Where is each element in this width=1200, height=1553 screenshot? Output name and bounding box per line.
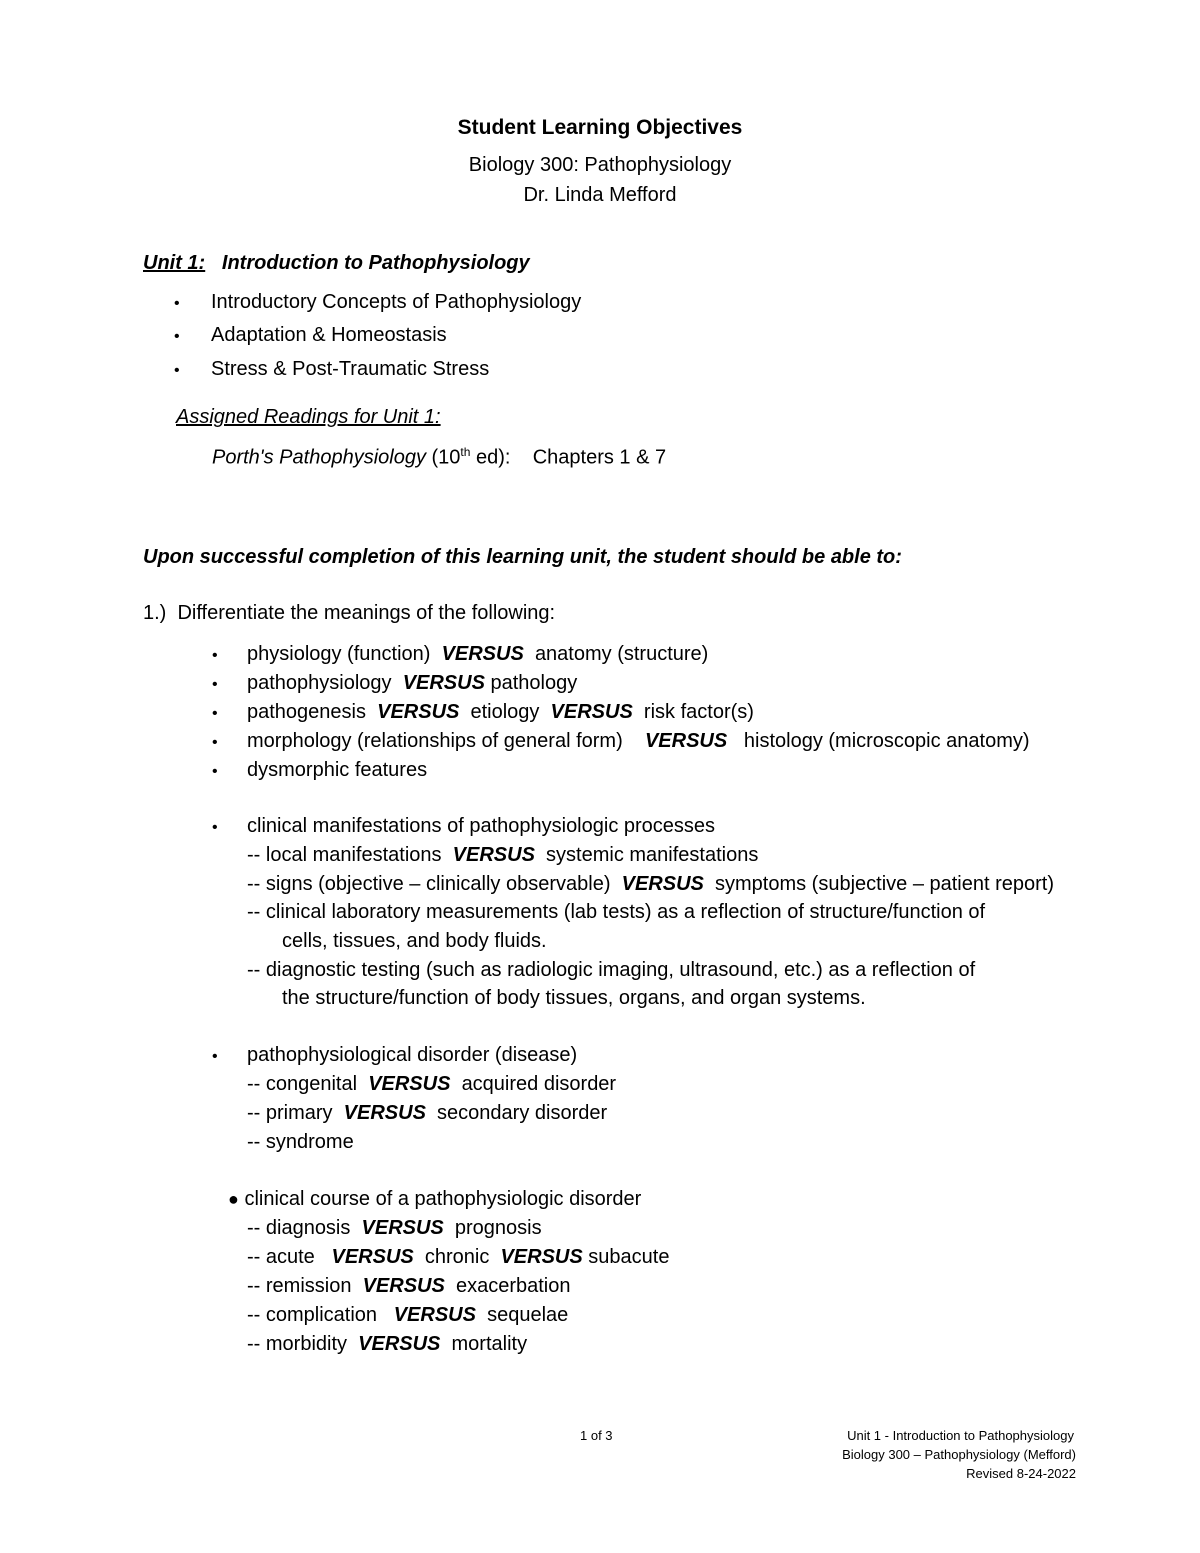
book-title: Porth's Pathophysiology <box>212 446 426 469</box>
sub-item <box>247 1276 570 1296</box>
versus-label: VERSUS <box>393 1304 476 1326</box>
term: -- diagnosis <box>247 1217 351 1239</box>
list-item: dysmorphic features <box>247 759 428 781</box>
term: chronic <box>424 1246 490 1268</box>
chapters: Chapters 1 & 7 <box>532 446 667 469</box>
term: clinical course of a pathophysiologic disorder <box>244 1188 642 1210</box>
sub-item <box>247 874 1054 894</box>
term: -- congenital <box>247 1073 358 1095</box>
list-item <box>247 644 708 664</box>
versus-label: VERSUS <box>500 1246 583 1268</box>
objective-1 <box>143 603 555 623</box>
footer-course: Biology 300 – Pathophysiology (Mefford) <box>842 1447 1076 1462</box>
term: -- primary <box>247 1102 333 1124</box>
versus-label: VERSUS <box>452 844 535 866</box>
sub-item <box>247 1334 527 1354</box>
list-item <box>247 673 577 693</box>
bullet-icon: • <box>212 819 218 836</box>
term: pathogenesis <box>247 701 366 723</box>
sub-item <box>247 1074 616 1094</box>
versus-label: VERSUS <box>361 1217 444 1239</box>
sub-item <box>247 1247 669 1267</box>
unit-heading <box>143 253 530 273</box>
term: physiology (function) <box>247 643 431 665</box>
term: -- remission <box>247 1275 352 1297</box>
versus-label: VERSUS <box>402 672 485 694</box>
unit-topic: Stress & Post-Traumatic Stress <box>211 358 490 380</box>
sub-item <box>247 1218 542 1238</box>
term: prognosis <box>454 1217 542 1239</box>
term: -- signs (objective – clinically observable) <box>247 873 611 895</box>
versus-label: VERSUS <box>343 1102 426 1124</box>
objectives-intro: Upon successful completion of this learning unit, the student should be able to: <box>143 546 902 568</box>
versus-label: VERSUS <box>377 701 460 723</box>
sub-item <box>247 1305 568 1325</box>
term: sequelae <box>487 1304 569 1326</box>
versus-label: VERSUS <box>368 1073 451 1095</box>
term: systemic manifestations <box>546 844 759 866</box>
edition-superscript: th <box>460 445 471 459</box>
footer-revised: Revised 8-24-2022 <box>966 1466 1076 1481</box>
term: etiology <box>470 701 540 723</box>
versus-label: VERSUS <box>362 1275 445 1297</box>
page-number: 1 of 3 <box>580 1428 613 1443</box>
bullet-icon: • <box>174 328 180 345</box>
bullet-icon: ● <box>228 1189 239 1209</box>
term: exacerbation <box>455 1275 571 1297</box>
bullet-icon: • <box>212 1048 218 1065</box>
list-item: clinical manifestations of pathophysiologic processes <box>247 815 716 837</box>
sub-item <box>247 1103 607 1123</box>
sub-item-continuation: cells, tissues, and body fluids. <box>282 930 547 952</box>
readings-heading: Assigned Readings for Unit 1: <box>176 406 441 428</box>
term: -- acute <box>247 1246 315 1268</box>
unit-label: Unit 1: <box>143 252 206 274</box>
term: secondary disorder <box>437 1102 608 1124</box>
document-title: Student Learning Objectives <box>457 116 743 139</box>
list-item <box>228 1189 641 1209</box>
versus-label: VERSUS <box>644 730 728 752</box>
bullet-icon: • <box>174 295 180 312</box>
versus-label: VERSUS <box>621 873 704 895</box>
bullet-icon: • <box>212 647 218 664</box>
term: histology (microscopic anatomy) <box>743 730 1030 752</box>
term: pathology <box>490 672 578 694</box>
versus-label: VERSUS <box>441 643 524 665</box>
unit-topic: Adaptation & Homeostasis <box>211 324 447 346</box>
sub-item-continuation: the structure/function of body tissues, organs, and organ systems. <box>282 987 866 1009</box>
list-item: pathophysiological disorder (disease) <box>247 1044 578 1066</box>
edition-prefix: (10 <box>431 446 461 469</box>
term: morphology (relationships of general form) <box>247 730 623 752</box>
reading-entry <box>212 446 666 468</box>
term: pathophysiology <box>247 672 392 694</box>
bullet-icon: • <box>174 362 180 379</box>
list-item <box>247 702 754 722</box>
versus-label: VERSUS <box>358 1333 441 1355</box>
footer-unit: Unit 1 - Introduction to Pathophysiology <box>847 1428 1074 1443</box>
sub-item <box>247 845 758 865</box>
term: anatomy (structure) <box>534 643 709 665</box>
term: symptoms (subjective – patient report) <box>714 873 1055 895</box>
term: -- complication <box>247 1304 378 1326</box>
objective-text: Differentiate the meanings of the following: <box>177 602 556 624</box>
sub-item: -- clinical laboratory measurements (lab tests) as a reflection of structure/function of <box>247 901 986 923</box>
sub-item: -- diagnostic testing (such as radiologic imaging, ultrasound, etc.) as a reflection of <box>247 959 976 981</box>
versus-label: VERSUS <box>331 1246 414 1268</box>
instructor-name: Dr. Linda Mefford <box>523 184 677 206</box>
term: acquired disorder <box>461 1073 617 1095</box>
bullet-icon: • <box>212 705 218 722</box>
course-name: Biology 300: Pathophysiology <box>468 154 732 176</box>
bullet-icon: • <box>212 676 218 693</box>
term: -- local manifestations <box>247 844 442 866</box>
bullet-icon: • <box>212 734 218 751</box>
list-item <box>247 731 1030 751</box>
unit-topic: Introductory Concepts of Pathophysiology <box>211 291 582 313</box>
versus-label: VERSUS <box>550 701 633 723</box>
term: subacute <box>588 1246 670 1268</box>
unit-name: Introduction to Pathophysiology <box>221 252 530 274</box>
term: mortality <box>451 1333 528 1355</box>
edition-suffix: ed): <box>476 446 511 469</box>
bullet-icon: • <box>212 763 218 780</box>
term: risk factor(s) <box>643 701 754 723</box>
sub-item: -- syndrome <box>247 1131 354 1153</box>
objective-number: 1.) <box>143 602 167 624</box>
term: -- morbidity <box>247 1333 348 1355</box>
